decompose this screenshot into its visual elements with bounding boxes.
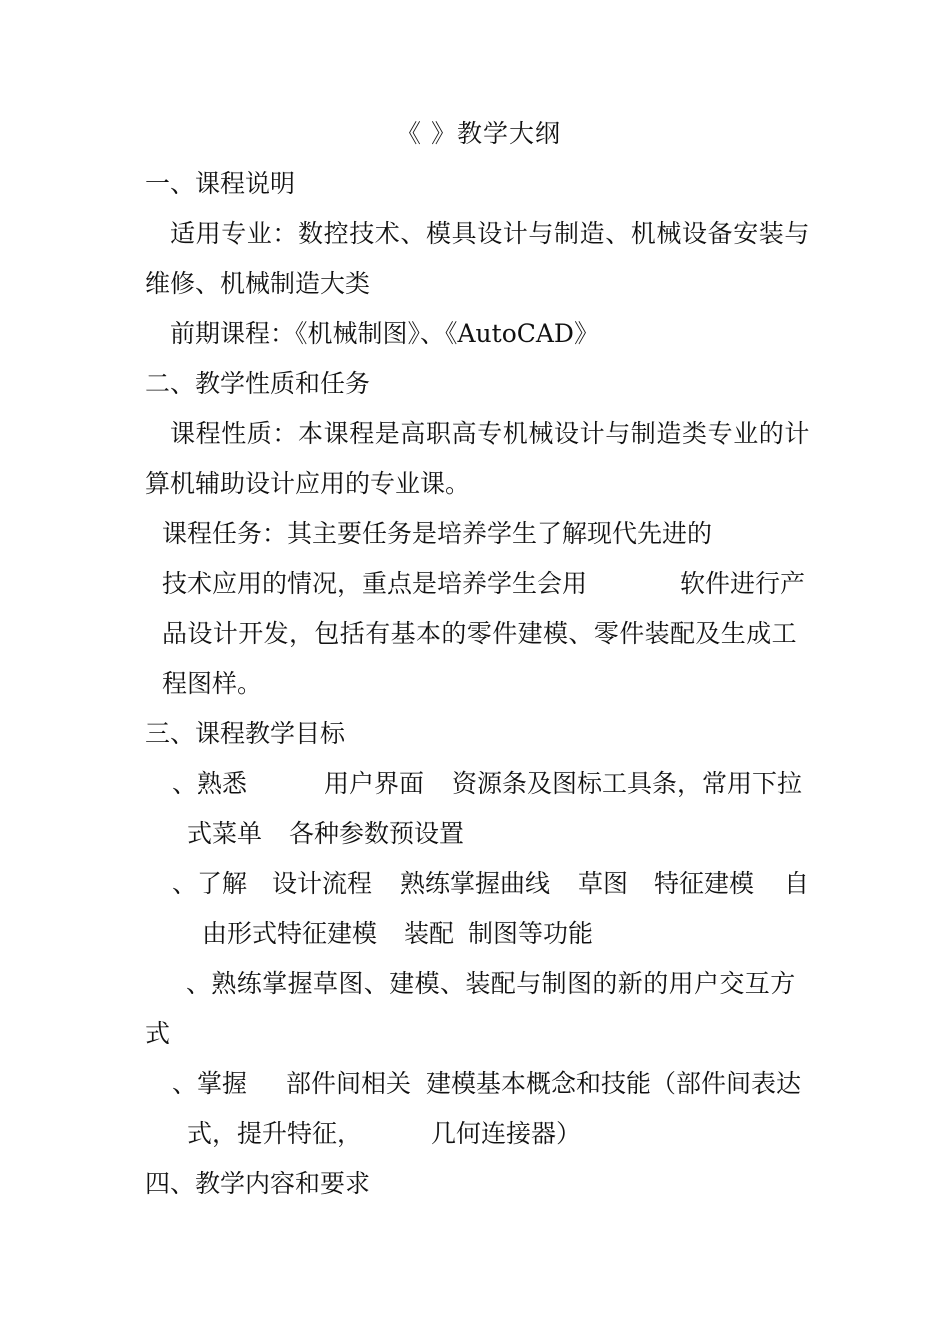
goal-3-line-1: 、熟练掌握草图、建模、装配与制图的新的用户交互方 <box>186 969 796 998</box>
prerequisite-line: 前期课程：《机械制图》、《AutoCAD》 <box>170 319 599 348</box>
section-heading-2: 二、教学性质和任务 <box>145 369 371 398</box>
document-page: 《 》教学大纲 一、课程说明 适用专业：数控技术、模具设计与制造、机械设备安装与 维修、机械制造大类 前期课程：《机械制图》、《AutoCAD》 二、教学性质和任务 课程性质：本课程是高职高专机械设计与制造类专业的计 算机辅助设计应用的专业课。 课程任务：其主要任务是培养学生了解现代先进的 技术应用的情况，重点是培养学生会用 软件进行产 品设计开发，包括有基本的零件建模、零件装配及生成工 程图样。 三、课程教学目标 、熟悉 用户界面 资源条及图标工具条，常用下拉 式菜单 各种参数预设置 、了解 设计流程 熟练掌握曲线 草图 特征建模 自 由形式特征建模 装配 制图等功能 、熟练掌握草图、建模、装配与制图的新的用户交互方 式 、掌握 部件间相关 建模基本概念和技能（部件间表达 式，提升特征， 几何连接器） 四、教学内容和要求 <box>145 119 811 1198</box>
nature-line-1: 课程性质：本课程是高职高专机械设计与制造类专业的计 <box>170 419 811 448</box>
goal-3-line-2: 式 <box>145 1019 171 1048</box>
task-line-3: 品设计开发，包括有基本的零件建模、零件装配及生成工 <box>162 619 798 648</box>
task-line-1: 课程任务：其主要任务是培养学生了解现代先进的 <box>162 519 713 548</box>
majors-line-1: 适用专业：数控技术、模具设计与制造、机械设备安装与 <box>170 219 811 248</box>
nature-line-2: 算机辅助设计应用的专业课。 <box>145 469 471 498</box>
title-text: 《 》教学大纲 <box>396 119 561 148</box>
majors-line-2: 维修、机械制造大类 <box>145 269 371 298</box>
section-heading-1: 一、课程说明 <box>145 169 296 198</box>
document-title <box>396 118 561 150</box>
section-heading-3: 三、课程教学目标 <box>145 719 346 748</box>
task-line-4: 程图样。 <box>162 669 263 698</box>
section-heading-4: 四、教学内容和要求 <box>145 1169 371 1198</box>
